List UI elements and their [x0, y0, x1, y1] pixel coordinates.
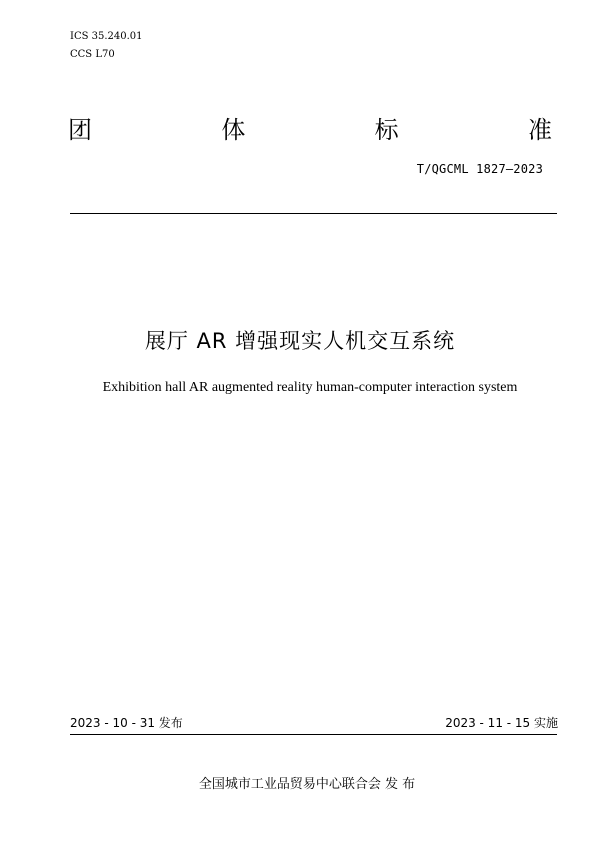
issue-date: 2023 - 10 - 31 发布 — [70, 716, 183, 730]
title-english: Exhibition hall AR augmented reality human-computer interaction system — [102, 380, 518, 395]
publisher-line: 全国城市工业品贸易中心联合会 发 布 — [198, 777, 416, 792]
ccs-code: CCS L70 — [70, 49, 115, 60]
document-type-char: 团 — [68, 116, 92, 144]
top-divider — [70, 213, 557, 214]
implementation-date: 2023 - 11 - 15 实施 — [445, 716, 558, 730]
standard-number: T/QGCML 1827—2023 — [416, 162, 543, 176]
document-type-char: 标 — [374, 116, 399, 144]
document-type-char: 体 — [221, 116, 246, 144]
ics-code: ICS 35.240.01 — [70, 31, 143, 42]
document-type-char: 准 — [527, 116, 552, 144]
classification-codes — [70, 28, 143, 64]
bottom-divider — [70, 734, 557, 735]
document-type-heading — [68, 114, 552, 146]
title-chinese: 展厅 AR 增强现实人机交互系统 — [144, 329, 456, 353]
